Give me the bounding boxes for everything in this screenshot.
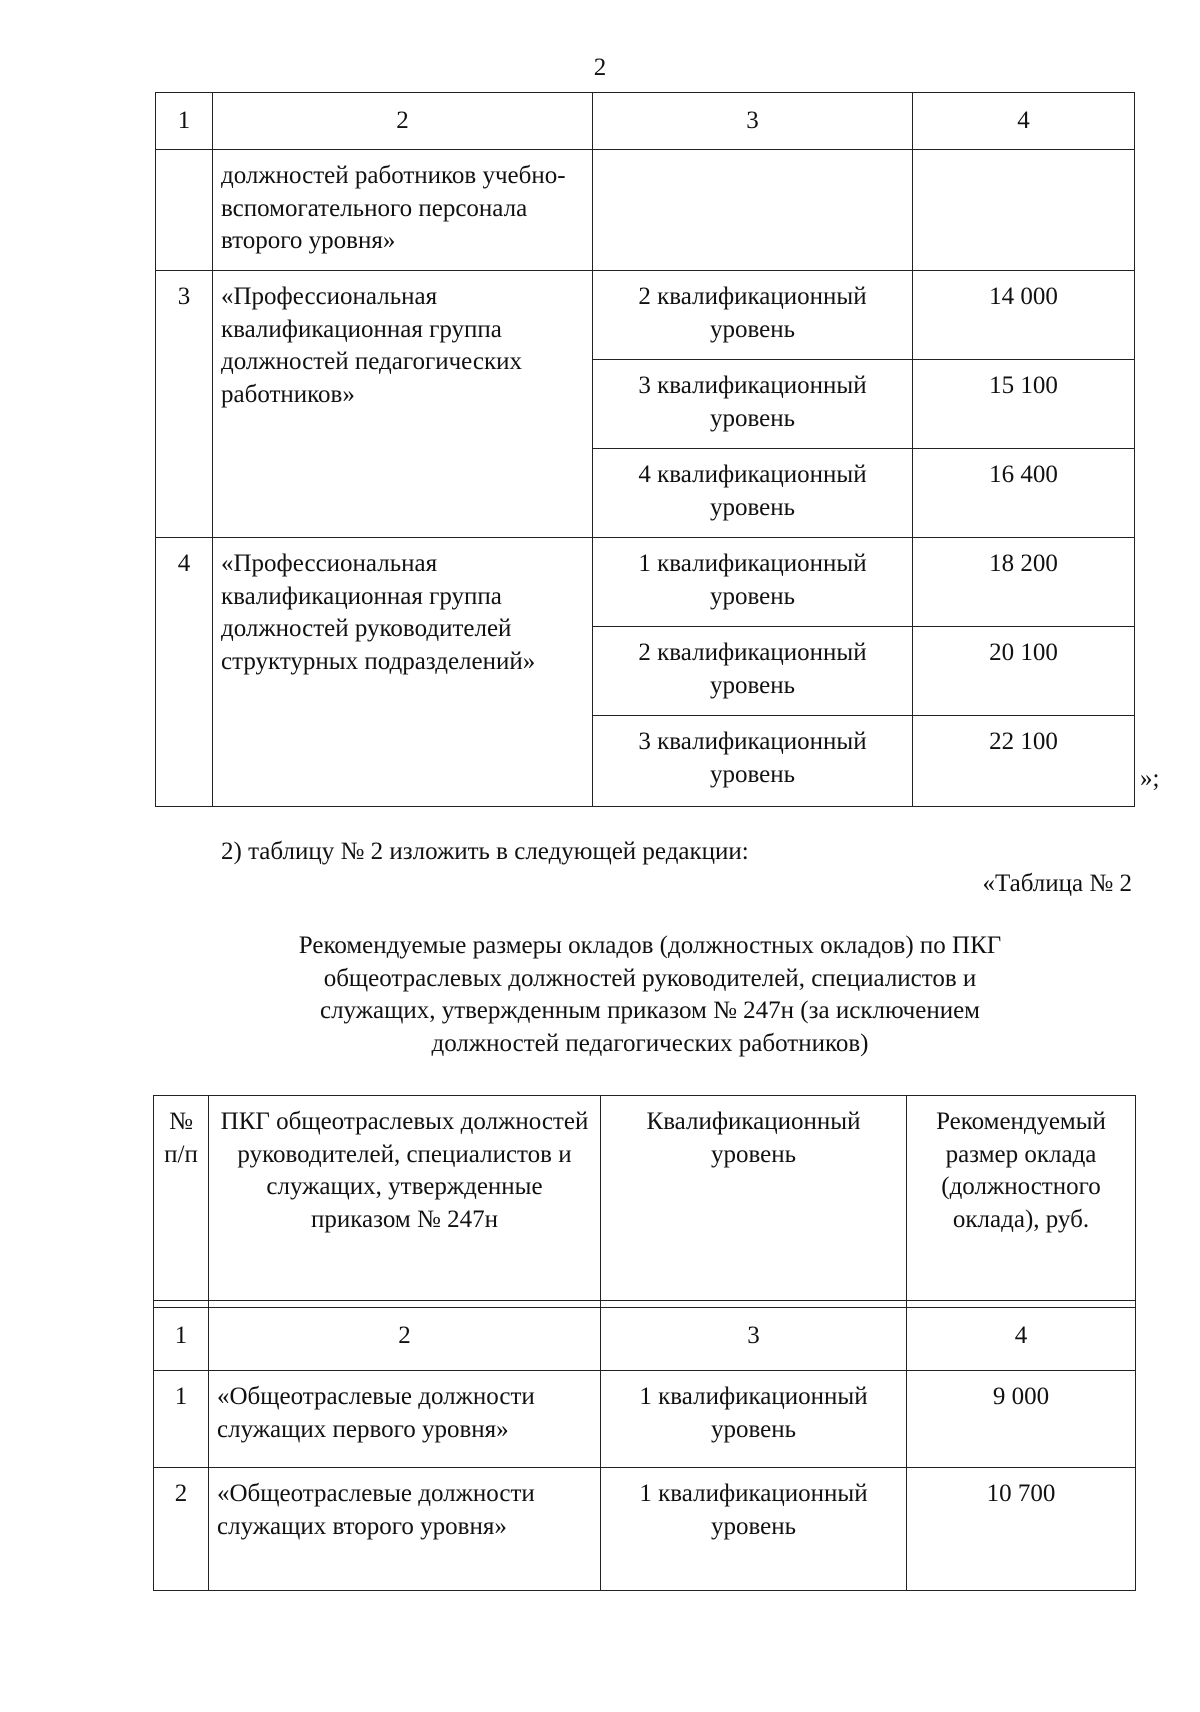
- title-line: общеотраслевых должностей руководителей, специалистов и: [323, 964, 977, 992]
- level-cell: 2 квалификационный уровень: [593, 271, 913, 360]
- level-cell: 1 квалификационный уровень: [593, 538, 913, 627]
- salary-table-continued: [155, 92, 1135, 807]
- level-cell: [593, 150, 913, 271]
- column-numbers-row: [154, 1308, 1136, 1371]
- title-line: Рекомендуемые размеры окладов (должностных окладов) по ПКГ: [298, 932, 1002, 959]
- column-number-cell: 2: [213, 93, 593, 150]
- header-separator: [154, 1301, 1136, 1308]
- group-name-cell: «Общеотраслевые должности служащих первого уровня»: [209, 1371, 601, 1468]
- salary-cell: [913, 150, 1135, 271]
- table-title: [170, 930, 1130, 1060]
- column-number-cell: 4: [907, 1308, 1136, 1371]
- salary-cell: 20 100: [913, 627, 1135, 716]
- level-cell: 1 квалификационный уровень: [601, 1468, 907, 1591]
- salary-cell: 10 700: [907, 1468, 1136, 1591]
- column-number-cell: 3: [601, 1308, 907, 1371]
- table-row: [154, 1371, 1136, 1468]
- table-row: [156, 150, 1135, 271]
- table-header-row: [154, 1096, 1136, 1301]
- column-number-cell: 1: [156, 93, 213, 150]
- table-label: «Таблица № 2: [982, 870, 1132, 897]
- group-name-cell: «Профессиональная квалификационная группа должностей педагогических работников»: [213, 271, 593, 538]
- salary-cell: 18 200: [913, 538, 1135, 627]
- table-row: [154, 1468, 1136, 1591]
- group-name-cell: должностей работников учебно-вспомогательного персонала второго уровня»: [213, 150, 593, 271]
- column-number-cell: 1: [154, 1308, 209, 1371]
- salary-cell: 9 000: [907, 1371, 1136, 1468]
- salary-cell: 15 100: [913, 360, 1135, 449]
- column-number-cell: 3: [593, 93, 913, 150]
- row-number-cell: 2: [154, 1468, 209, 1591]
- level-cell: 1 квалификационный уровень: [601, 1371, 907, 1468]
- level-cell: 4 квалификационный уровень: [593, 449, 913, 538]
- title-line: должностей педагогических работников): [431, 1029, 869, 1057]
- row-number-cell: 3: [156, 271, 213, 538]
- level-cell: 2 квалификационный уровень: [593, 627, 913, 716]
- table-row: [156, 538, 1135, 627]
- amendment-paragraph: 2) таблицу № 2 изложить в следующей редакции:: [221, 838, 749, 865]
- header-salary-cell: Рекомендуемый размер оклада (должностного оклада), руб.: [907, 1096, 1136, 1301]
- row-number-cell: 4: [156, 538, 213, 807]
- group-name-cell: «Профессиональная квалификационная группа должностей руководителей структурных подразделений»: [213, 538, 593, 807]
- level-cell: 3 квалификационный уровень: [593, 716, 913, 807]
- closing-quote-mark: »;: [1140, 765, 1160, 792]
- column-number-cell: 2: [209, 1308, 601, 1371]
- row-number-cell: [156, 150, 213, 271]
- salary-table-2: [153, 1095, 1136, 1591]
- salary-cell: 16 400: [913, 449, 1135, 538]
- level-cell: 3 квалификационный уровень: [593, 360, 913, 449]
- header-level-cell: Квалификационный уровень: [601, 1096, 907, 1301]
- table-header-row: [156, 93, 1135, 150]
- title-line: служащих, утвержденным приказом № 247н (за исключением: [319, 997, 981, 1024]
- row-number-cell: 1: [154, 1371, 209, 1468]
- page-number: 2: [593, 54, 607, 81]
- group-name-cell: «Общеотраслевые должности служащих второго уровня»: [209, 1468, 601, 1591]
- header-group-cell: ПКГ общеотраслевых должностей руководителей, специалистов и служащих, утвержденные приказом № 247н: [209, 1096, 601, 1301]
- column-number-cell: 4: [913, 93, 1135, 150]
- header-number-cell: № п/п: [154, 1096, 209, 1301]
- table-row: [156, 271, 1135, 360]
- salary-cell: 22 100: [913, 716, 1135, 807]
- salary-cell: 14 000: [913, 271, 1135, 360]
